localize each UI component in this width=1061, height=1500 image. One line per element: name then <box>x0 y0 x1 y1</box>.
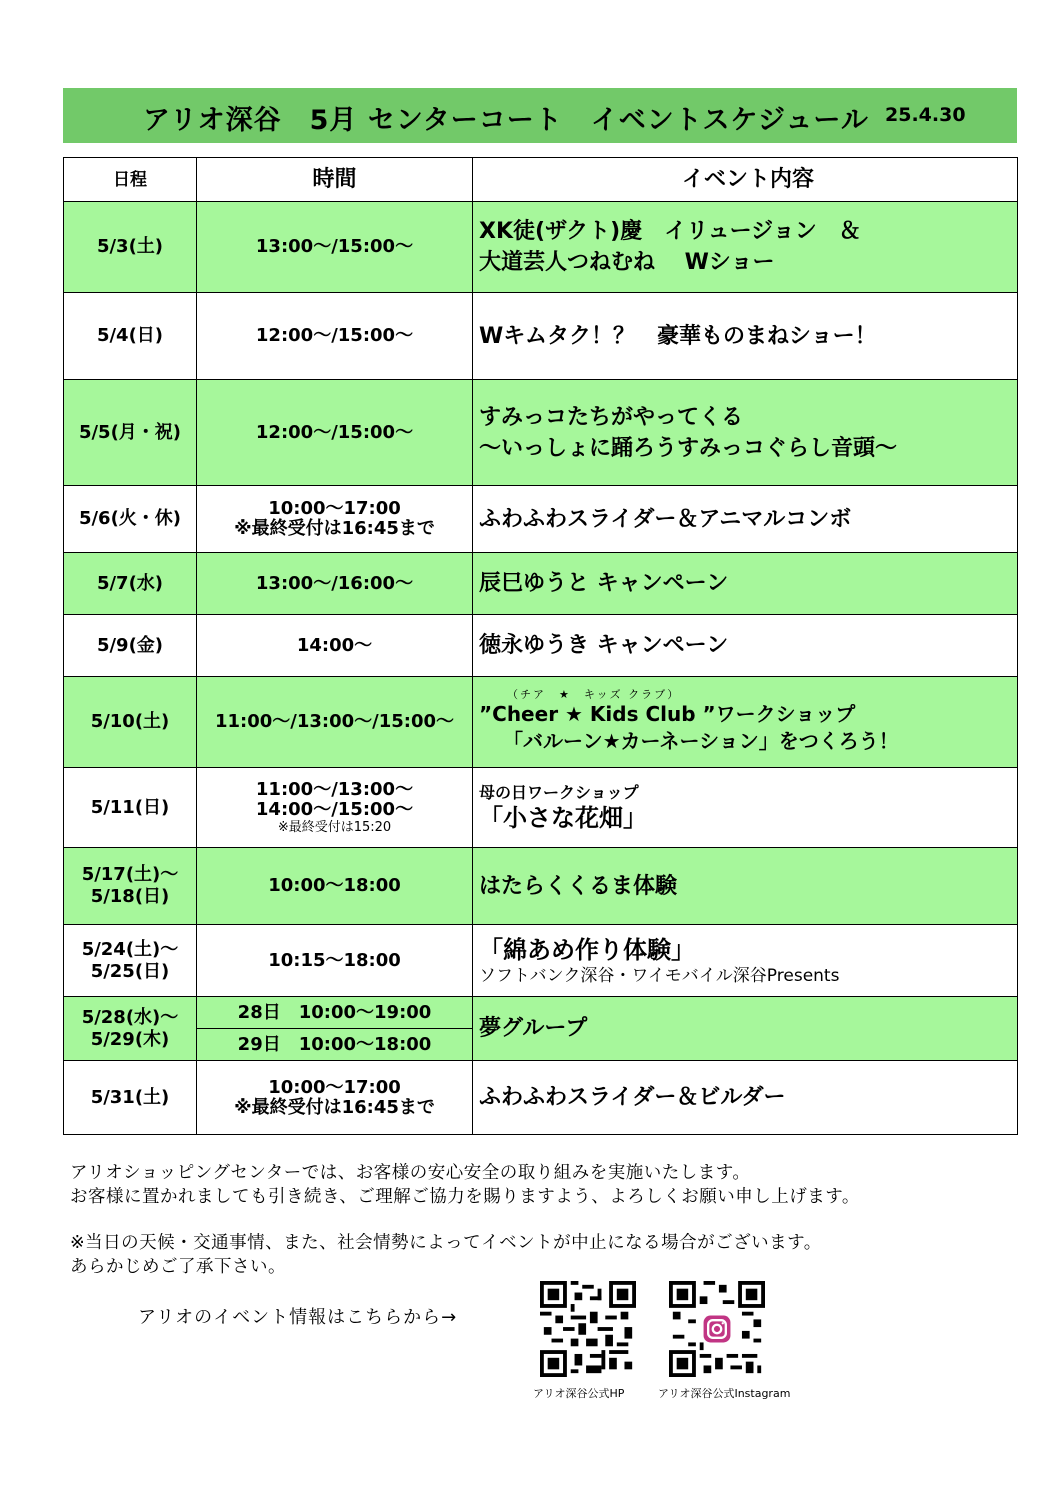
header-date: 日程 <box>64 158 197 202</box>
row-time: 10:00～18:00 <box>268 875 401 896</box>
table-row <box>64 1061 1018 1135</box>
table-row <box>64 486 1018 553</box>
row-event: 夢グループ <box>479 1016 588 1041</box>
row-event: ”Cheer ★ Kids Club ”ワークショップ <box>479 702 856 726</box>
row-date: 5/11(日) <box>90 796 170 818</box>
row-time: 11:00～/13:00～ <box>255 778 414 800</box>
notice-line: お客様に置かれましても引き続き、ご理解ご協力を賜りますよう、よろしくお願い申し上げます。 <box>70 1187 860 1207</box>
row-date: 5/17(土)～ <box>81 864 179 885</box>
row-event-label: 母の日ワークショップ <box>479 782 639 802</box>
row-time: 12:00～/15:00～ <box>255 325 414 346</box>
row-time: 11:00～/13:00～/15:00～ <box>214 711 455 732</box>
row-time-line2: 14:00～/15:00～ <box>255 798 414 820</box>
qr-caption-instagram: アリオ深谷公式Instagram <box>658 1387 791 1400</box>
table-row <box>64 848 1018 925</box>
table-row <box>64 293 1018 380</box>
row-time: 28日 10:00～19:00 <box>237 1001 432 1023</box>
row-date-end: 5/25(日) <box>90 960 170 982</box>
table-row <box>64 615 1018 677</box>
row-event: ふわふわスライダー＆ビルダー <box>479 1085 786 1110</box>
row-event: Wキムタク！？ 豪華ものまねショー！ <box>479 323 877 349</box>
row-time: 13:00～/15:00～ <box>255 236 414 257</box>
header-event: イベント内容 <box>473 158 1018 202</box>
qr-lead-text: アリオのイベント情報はこちらから→ <box>138 1307 458 1328</box>
row-event-ruby: （チア ★ キッズ クラブ） <box>507 688 681 701</box>
row-date: 5/10(土) <box>90 711 170 732</box>
issue-date: 25.4.30 <box>885 104 966 126</box>
table-row <box>64 553 1018 615</box>
row-date: 5/31(土) <box>90 1086 170 1108</box>
row-event-sponsor: ソフトバンク深谷・ワイモバイル深谷Presents <box>479 965 840 986</box>
row-event: すみっコたちがやってくる <box>479 404 744 430</box>
row-time-line2: 29日 10:00～18:00 <box>237 1033 432 1055</box>
row-time-note: ※最終受付は15:20 <box>277 819 392 835</box>
row-time: 13:00～/16:00～ <box>255 572 414 594</box>
qr-code-instagram[interactable] <box>669 1281 765 1377</box>
row-time: 10:00～17:00 <box>268 1076 401 1098</box>
notice-line: あらかじめご了承下さい。 <box>70 1257 286 1277</box>
table-row <box>64 997 1018 1029</box>
row-event: 辰巳ゆうと キャンペーン <box>479 571 729 596</box>
page-title: アリオ深谷 5月 センターコート イベントスケジュール <box>143 105 869 136</box>
row-time: 10:00～17:00 <box>268 498 401 519</box>
notice-line: ※当日の天候・交通事情、また、社会情勢によってイベントが中止になる場合がございます。 <box>70 1233 822 1253</box>
row-date-end: 5/29(木) <box>90 1028 170 1050</box>
row-date: 5/5(月・祝) <box>78 421 182 443</box>
row-date: 5/4(日) <box>96 325 164 346</box>
row-event: はたらくくるま体験 <box>479 873 678 899</box>
row-time: 14:00～ <box>296 634 373 656</box>
title-bar <box>63 88 1017 143</box>
table-row <box>64 768 1018 848</box>
notice-line: アリオショッピングセンターでは、お客様の安心安全の取り組みを実施いたします。 <box>70 1163 751 1183</box>
table-header-row <box>64 158 1018 202</box>
row-date: 5/3(土) <box>96 236 164 257</box>
row-event-line2: ～いっしょに踊ろうすみっコぐらし音頭～ <box>479 435 898 461</box>
row-time-note: ※最終受付は16:45まで <box>234 518 435 539</box>
row-event: ふわふわスライダー＆アニマルコンボ <box>479 506 852 532</box>
row-date: 5/6(火・休) <box>78 508 182 529</box>
row-event: 「綿あめ作り体験」 <box>479 935 695 964</box>
row-date-end: 5/18(日) <box>90 886 170 907</box>
row-date: 5/7(水) <box>96 572 164 594</box>
row-time: 10:15～18:00 <box>268 949 401 971</box>
row-event: XK徒(ザクト)慶 イリュージョン ＆ <box>479 219 861 244</box>
row-time-note: ※最終受付は16:45まで <box>234 1096 435 1118</box>
table-row <box>64 677 1018 768</box>
row-event: 徳永ゆうき キャンペーン <box>479 633 729 658</box>
table-row <box>64 380 1018 486</box>
qr-caption-hp: アリオ深谷公式HP <box>533 1387 625 1400</box>
table-row <box>64 925 1018 997</box>
row-event-line2: 「バルーン★カーネーション」をつくろう！ <box>503 729 899 753</box>
table-row <box>64 202 1018 293</box>
header-time: 時間 <box>197 158 473 202</box>
notice-block <box>70 1161 1010 1279</box>
row-date: 5/24(土)～ <box>81 938 179 960</box>
row-event-line2: 大道芸人つねむね Wショー <box>479 250 775 275</box>
row-time: 12:00～/15:00～ <box>255 421 414 443</box>
row-event: 「小さな花畑」 <box>479 803 647 832</box>
schedule-table <box>63 157 1018 1135</box>
row-date: 5/28(水)～ <box>81 1006 179 1028</box>
qr-code-hp[interactable] <box>540 1281 636 1377</box>
row-date: 5/9(金) <box>96 634 164 656</box>
